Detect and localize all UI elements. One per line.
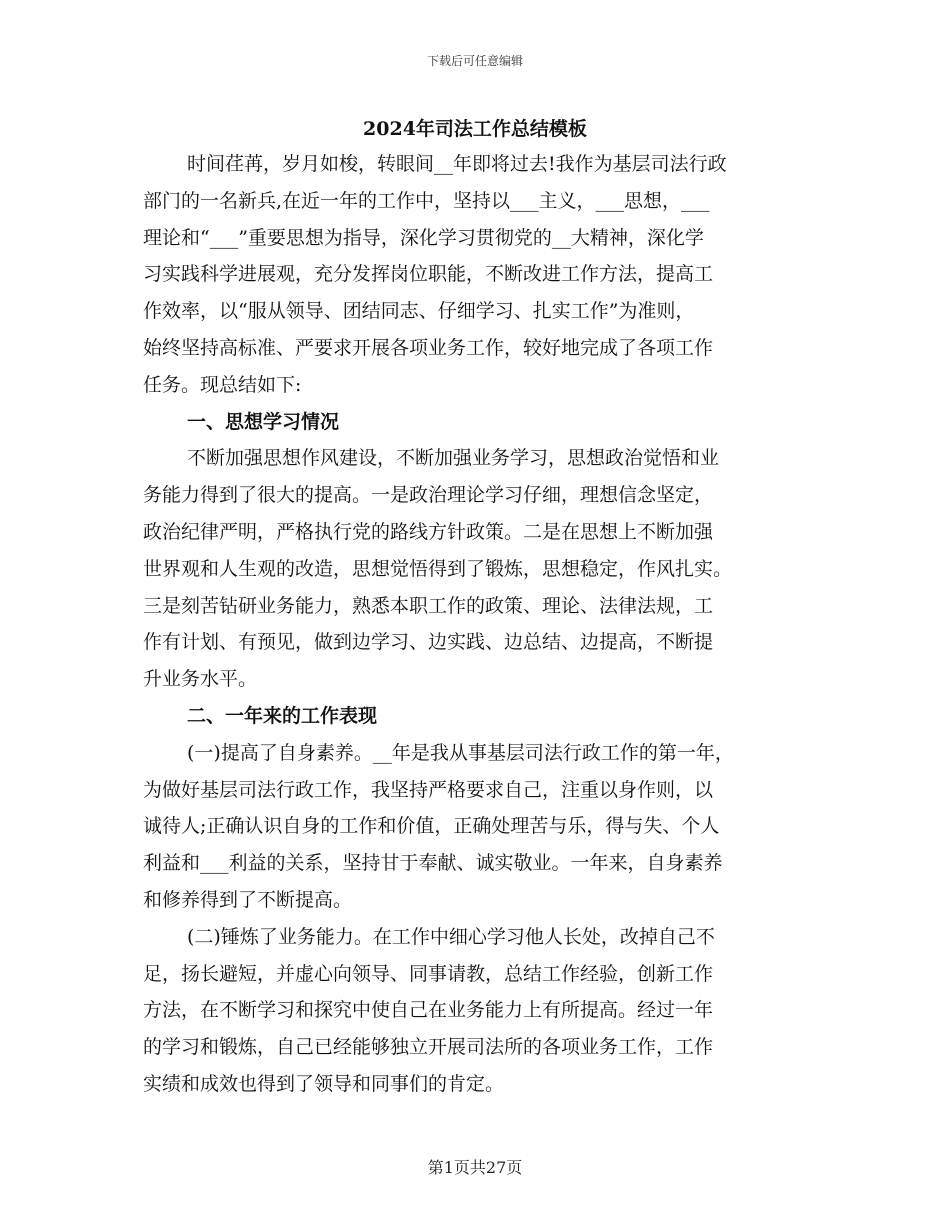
paragraph-line: 世界观和人生观的改造，思想觉悟得到了锻炼，思想稳定，作风扎实。 <box>143 557 733 580</box>
paragraph-line: 三是刻苦钻研业务能力，熟悉本职工作的政策、理论、法律法规，工 <box>143 594 714 617</box>
paragraph-line: 作效率，以“服从领导、团结同志、仔细学习、扎实工作”为准则， <box>143 300 695 323</box>
paragraph-line: (二)锤炼了业务能力。在工作中细心学习他人长处，改掉自己不 <box>187 925 715 948</box>
paragraph-line: 方法，在不断学习和探究中使自己在业务能力上有所提高。经过一年 <box>143 999 714 1022</box>
paragraph-line: 升业务水平。 <box>143 668 258 691</box>
paragraph-line: 理论和“___”重要思想为指导，深化学习贯彻党的__大精神，深化学 <box>143 226 704 249</box>
document-body <box>143 146 809 1103</box>
paragraph-line: (一)提高了自身素养。__年是我从事基层司法行政工作的第一年， <box>187 741 734 764</box>
page-number-footer: 第1页共27页 <box>427 1158 523 1177</box>
paragraph-line: 利益和___利益的关系，坚持甘于奉献、诚实敬业。一年来，自身素养 <box>143 852 723 875</box>
paragraph-line: 为做好基层司法行政工作，我坚持严格要求自己，注重以身作则，以 <box>143 778 714 801</box>
paragraph-line: 实绩和成效也得到了领导和同事们的肯定。 <box>143 1072 505 1095</box>
paragraph-line: 部门的一名新兵,在近一年的工作中，坚持以___主义，___思想，___ <box>143 189 710 212</box>
paragraph-line: 习实践科学进展观，充分发挥岗位职能，不断改进工作方法，提高工 <box>143 263 714 286</box>
paragraph-line: 务能力得到了很大的提高。一是政治理论学习仔细，理想信念坚定， <box>143 484 714 507</box>
paragraph-line: 足，扬长避短，并虚心向领导、同事请教，总结工作经验，创新工作 <box>143 962 714 985</box>
paragraph-line: 作有计划、有预见，做到边学习、边实践、边总结、边提高，不断提 <box>143 631 714 654</box>
paragraph-line: 诚待人;正确认识自身的工作和价值，正确处理苦与乐，得与失、个人 <box>143 815 720 838</box>
document-title: 2024年司法工作总结模板 <box>363 118 587 140</box>
paragraph-line: 的学习和锻炼，自己已经能够独立开展司法所的各项业务工作，工作 <box>143 1036 714 1059</box>
paragraph-line: 任务。现总结如下: <box>143 373 302 396</box>
paragraph-line: 时间荏苒，岁月如梭，转眼间__年即将过去!我作为基层司法行政 <box>187 153 727 175</box>
paragraph-line: 政治纪律严明，严格执行党的路线方针政策。二是在思想上不断加强 <box>143 520 714 543</box>
paragraph-line: 始终坚持高标准、严要求开展各项业务工作，较好地完成了各项工作 <box>143 336 714 359</box>
section-heading: 二、一年来的工作表现 <box>187 704 378 727</box>
section-heading: 一、思想学习情况 <box>187 410 340 433</box>
page-header-note: 下载后可任意编辑 <box>426 54 523 68</box>
paragraph-line: 和修养得到了不断提高。 <box>143 888 353 911</box>
paragraph-line: 不断加强思想作风建设，不断加强业务学习，思想政治觉悟和业 <box>187 447 720 470</box>
